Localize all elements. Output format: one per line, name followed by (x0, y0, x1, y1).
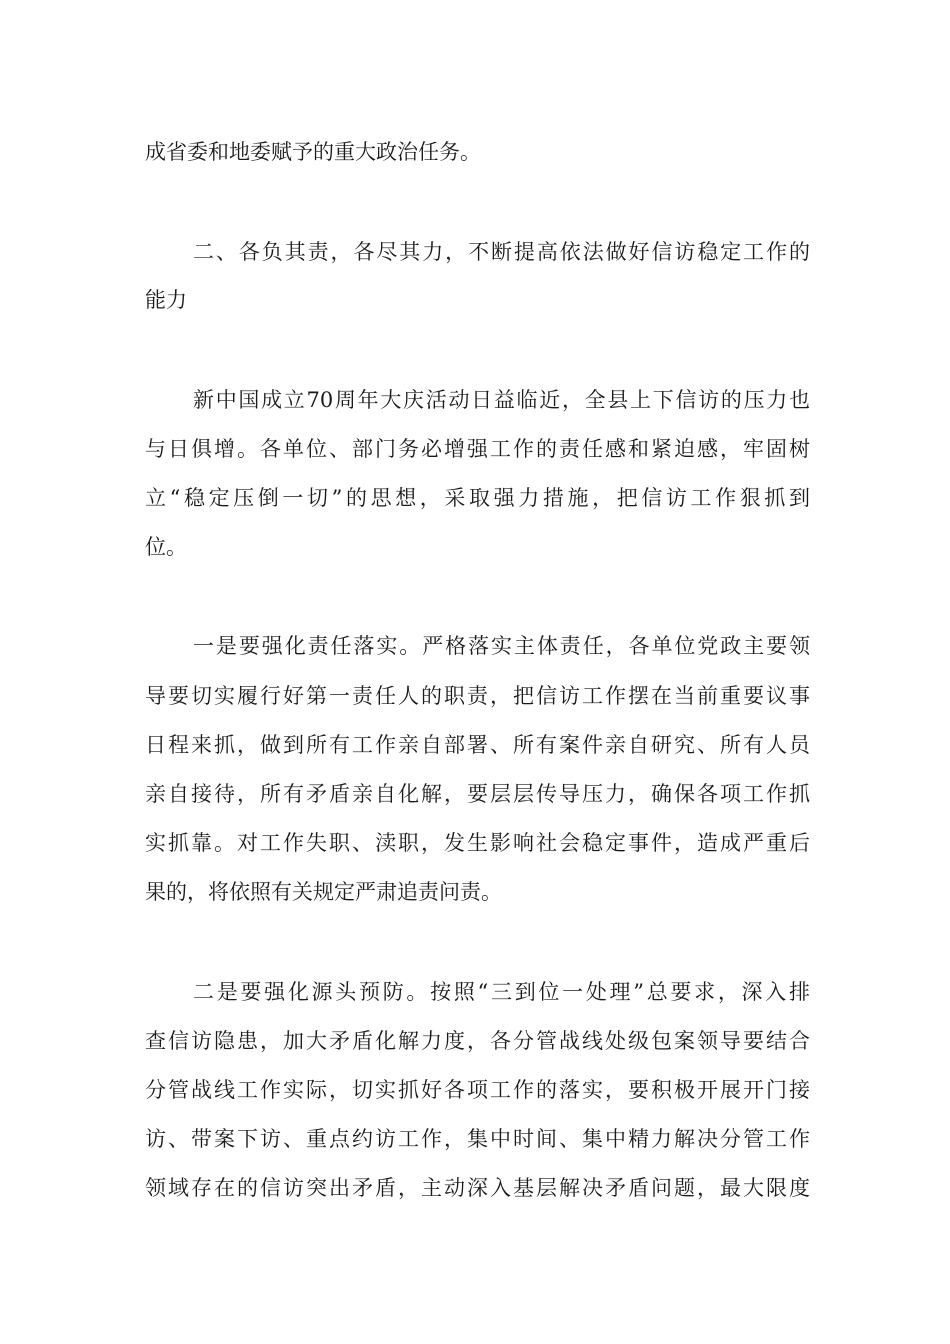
paragraph-3-line-5: 领域存在的信访突出矛盾，主动深入基层解决矛盾问题，最大限度 (145, 1176, 810, 1200)
paragraph-2-line-3: 日程来抓，做到所有工作亲自部署、所有案件亲自研究、所有人员 (145, 733, 810, 757)
paragraph-1-line-2: 与日俱增。各单位、部门务必增强工作的责任感和紧迫感，牢固树 (145, 437, 810, 461)
intro-tail-line: 成省委和地委赋予的重大政治任务。 (145, 140, 481, 164)
paragraph-1-line-3: 立“稳定压倒一切”的思想，采取强力措施，把信访工作狠抓到 (145, 486, 810, 510)
paragraph-2-line-5: 实抓靠。对工作失职、渎职，发生影响社会稳定事件，造成严重后 (145, 831, 810, 855)
paragraph-2-line-1: 一是要强化责任落实。严格落实主体责任，各单位党政主要领 (193, 634, 810, 658)
paragraph-3-line-1: 二是要强化源头预防。按照“三到位一处理”总要求，深入排 (193, 980, 810, 1004)
paragraph-2-line-6: 果的，将依照有关规定严肃追责问责。 (145, 880, 502, 904)
paragraph-3-line-3: 分管战线工作实际，切实抓好各项工作的落实，要积极开展开门接 (145, 1078, 810, 1102)
section-heading-line-2: 能力 (145, 288, 187, 312)
paragraph-2-line-2: 导要切实履行好第一责任人的职责，把信访工作摆在当前重要议事 (145, 684, 810, 708)
paragraph-1-line-1: 新中国成立70周年大庆活动日益临近，全县上下信访的压力也 (193, 388, 810, 412)
paragraph-3-line-2: 查信访隐患，加大矛盾化解力度，各分管战线处级包案领导要结合 (145, 1029, 810, 1053)
paragraph-2-line-4: 亲自接待，所有矛盾亲自化解，要层层传导压力，确保各项工作抓 (145, 782, 810, 806)
paragraph-3-line-4: 访、带案下访、重点约访工作，集中时间、集中精力解决分管工作 (145, 1127, 810, 1151)
paragraph-1-line-4: 位。 (145, 535, 187, 559)
section-heading-line-1: 二、各负其责，各尽其力，不断提高依法做好信访稳定工作的 (193, 240, 810, 264)
